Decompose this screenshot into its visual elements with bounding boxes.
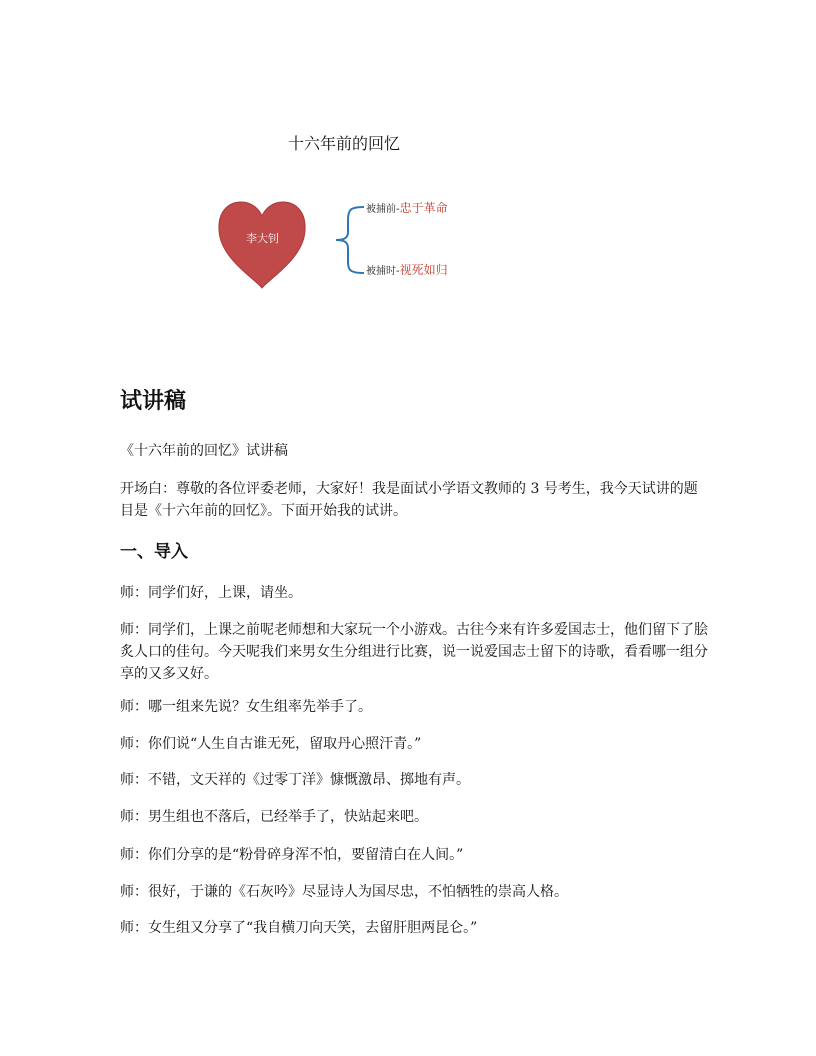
paragraph: 师：男生组也不落后，已经举手了，快站起来吧。 xyxy=(120,809,428,825)
section-heading: 一、导入 xyxy=(120,542,188,562)
paragraph: 师：哪一组来先说？女生组率先举手了。 xyxy=(120,699,372,715)
opening-paragraph: 开场白：尊敬的各位评委老师，大家好！我是面试小学语文教师的 3 号考生，我今天试讲的题目是《十六年前的回忆》。下面开始我的试讲。 xyxy=(120,481,698,519)
page-heading: 试讲稿 xyxy=(120,389,187,414)
paragraph: 师：你们说“人生自古谁无死，留取丹心照汗青。” xyxy=(120,736,422,752)
paragraph: 师：同学们好，上课，请坐。 xyxy=(120,585,302,601)
paragraph: 师：很好，于谦的《石灰吟》尽显诗人为国尽忠，不怕牺牲的崇高人格。 xyxy=(120,884,568,900)
branch-prefix: 被捕时- xyxy=(366,266,400,277)
branch-prefix: 被捕前- xyxy=(366,204,400,215)
paragraph: 师：同学们，上课之前呢老师想和大家玩一个小游戏。古往今来有许多爱国志士，他们留下了脍炙人口的佳句。今天呢我们来男女生分组进行比赛，说一说爱国志士留下的诗歌，看看哪一组分享的又多又好。 xyxy=(120,622,708,682)
branch-highlight: 视死如归 xyxy=(399,263,448,277)
paragraph: 师：你们分享的是“粉骨碎身浑不怕，要留清白在人间。” xyxy=(120,847,464,863)
paragraph: 师：不错，文天祥的《过零丁洋》慷慨激昂、掷地有声。 xyxy=(120,772,470,788)
heart-icon xyxy=(214,192,374,292)
paragraph: 师：女生组又分享了“我自横刀向天笑，去留肝胆两昆仑。” xyxy=(120,920,478,936)
branch-during-arrest xyxy=(366,261,448,278)
script-subtitle: 《十六年前的回忆》试讲稿 xyxy=(120,443,288,459)
branch-before-arrest xyxy=(366,199,448,216)
blackboard-title: 十六年前的回忆 xyxy=(288,134,401,153)
heart-label: 李大钊 xyxy=(246,232,279,245)
blackboard-diagram xyxy=(214,192,474,292)
branch-highlight: 忠于革命 xyxy=(399,201,448,215)
